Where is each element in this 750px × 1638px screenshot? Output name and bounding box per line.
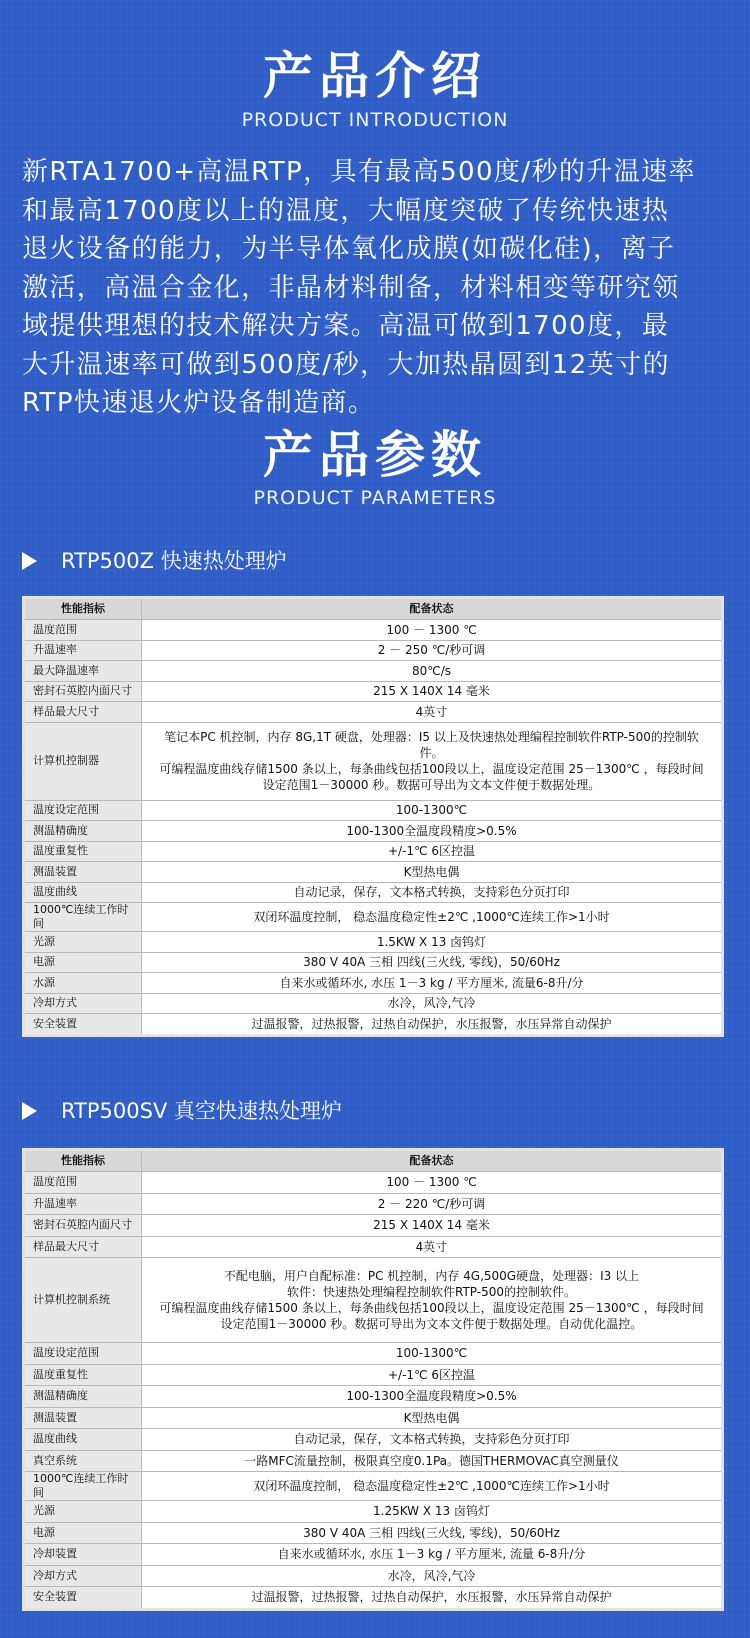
table-row — [24, 1014, 723, 1036]
spec-label: 真空系统 — [24, 1450, 142, 1472]
table-row — [24, 681, 723, 702]
intro-line: 和最高1700度以上的温度，大幅度突破了传统快速热 — [22, 195, 670, 226]
model-name: RTP500SV 真空快速热处理炉 — [61, 1099, 343, 1123]
table-row — [24, 821, 723, 842]
spec-label: 温度设定范围 — [24, 1343, 142, 1365]
spec-value: K型热电偶 — [142, 862, 723, 883]
intro-line: 新RTA1700+高温RTP，具有最高500度/秒的升温速率 — [22, 157, 696, 187]
spec-value: 2 － 220 ℃/秒可调 — [142, 1193, 723, 1215]
table-row — [24, 932, 723, 953]
table-row — [24, 1472, 723, 1501]
spec-value: +/-1℃ 6区控温 — [142, 841, 723, 862]
intro-line: RTP快速退火炉设备制造商。 — [22, 388, 376, 418]
spec-value: 100 － 1300 ℃ — [142, 620, 723, 641]
spec-label: 光源 — [24, 932, 142, 953]
spec-value: 水冷，风冷,气冷 — [142, 1565, 723, 1587]
spec-label: 温度范围 — [24, 620, 142, 641]
spec-label: 光源 — [24, 1501, 142, 1523]
spec-label: 水源 — [24, 973, 142, 994]
spec-label: 电源 — [24, 952, 142, 973]
spec-value: +/-1℃ 6区控温 — [142, 1364, 723, 1386]
table-row — [24, 1429, 723, 1451]
spec-label: 密封石英腔内面尺寸 — [24, 681, 142, 702]
spec-label: 冷却方式 — [24, 993, 142, 1014]
model-heading — [22, 546, 287, 576]
table-row — [24, 1565, 723, 1587]
spec-label: 计算机控制系统 — [24, 1258, 142, 1343]
spec-label: 温度重复性 — [24, 841, 142, 862]
spec-label: 安全装置 — [24, 1014, 142, 1036]
spec-label: 安全装置 — [24, 1587, 142, 1610]
table-row — [24, 952, 723, 973]
column-header: 性能指标 — [24, 1150, 142, 1172]
triangle-right-icon — [22, 552, 37, 570]
column-header: 配备状态 — [142, 598, 723, 620]
spec-value: 4英寸 — [142, 1236, 723, 1258]
spec-value: 双闭环温度控制， 稳态温度稳定性±2℃ ,1000℃连续工作>1小时 — [142, 1472, 723, 1501]
spec-label: 温度设定范围 — [24, 800, 142, 821]
spec-label: 冷却装置 — [24, 1544, 142, 1566]
spec-value: 100-1300全温度段精度>0.5% — [142, 821, 723, 842]
table-row — [24, 1364, 723, 1386]
table-row — [24, 1236, 723, 1258]
spec-value: 水冷，风冷,气冷 — [142, 993, 723, 1014]
table-row — [24, 1501, 723, 1523]
table-row — [24, 993, 723, 1014]
params-subtitle: PRODUCT PARAMETERS — [253, 487, 497, 509]
spec-value: 过温报警，过热报警，过热自动保护，水压报警，水压异常自动保护 — [142, 1587, 723, 1610]
spec-value: 2 － 250 ℃/秒可调 — [142, 640, 723, 661]
spec-table — [22, 1148, 724, 1611]
spec-value: 380 V 40A 三相 四线(三火线, 零线)，50/60Hz — [142, 952, 723, 973]
table-row — [24, 800, 723, 821]
table-row — [24, 1343, 723, 1365]
spec-label: 最大降温速率 — [24, 661, 142, 682]
spec-value: 自动记录，保存，文本格式转换，支持彩色分页打印 — [142, 1429, 723, 1451]
table-row — [24, 1544, 723, 1566]
table-row — [24, 702, 723, 723]
spec-label: 测温精确度 — [24, 821, 142, 842]
spec-value: 不配电脑，用户自配标准：PC 机控制，内存 4G,500G硬盘，处理器：I3 以上 软件：快速热处理编程控制软件RTP-500的控制软件。 可编程温度曲线存储1500 条以上，每条曲线包括100段以上，温度设定范围 25－1300℃ ，每段时间设定范围1－30000 秒。数据可导出为文本文件便于数据处理。自动优化温控。 — [142, 1258, 723, 1343]
spec-value: 笔记本PC 机控制，内存 8G,1T 硬盘，处理器：I5 以上及快速热处理编程控制软件RTP-500的控制软件。 可编程温度曲线存储1500 条以上，每条曲线包括100段以上，温度设定范围 25－1300℃ ，每段时间设定范围1－30000 秒。数据可导出为文本文件便于数据处理。 — [142, 722, 723, 800]
spec-label: 密封石英腔内面尺寸 — [24, 1215, 142, 1237]
spec-label: 测温装置 — [24, 1407, 142, 1429]
spec-label: 温度重复性 — [24, 1364, 142, 1386]
table-row — [24, 841, 723, 862]
spec-label: 测温精确度 — [24, 1386, 142, 1408]
intro-title: 产品介绍 — [263, 47, 487, 105]
spec-value: 215 X 140X 14 毫米 — [142, 681, 723, 702]
spec-label: 1000℃连续工作时间 — [24, 1472, 142, 1501]
table-row — [24, 1587, 723, 1610]
spec-value: 过温报警，过热报警，过热自动保护，水压报警，水压异常自动保护 — [142, 1014, 723, 1036]
model-name: RTP500Z 快速热处理炉 — [61, 549, 287, 573]
spec-value: 100-1300全温度段精度>0.5% — [142, 1386, 723, 1408]
table-row — [24, 1172, 723, 1194]
spec-value: 380 V 40A 三相 四线(三火线, 零线)，50/60Hz — [142, 1522, 723, 1544]
table-row — [24, 1450, 723, 1472]
spec-value: 4英寸 — [142, 702, 723, 723]
model-heading — [22, 1096, 342, 1126]
spec-label: 冷却方式 — [24, 1565, 142, 1587]
intro-line: 大升温速率可做到500度/秒，大加热晶圆到12英寸的 — [22, 349, 670, 380]
spec-label: 样品最大尺寸 — [24, 1236, 142, 1258]
intro-line: 退火设备的能力，为半导体氧化成膜(如碳化硅)，离子 — [22, 234, 676, 264]
intro-line: 域提供理想的技术解决方案。高温可做到1700度，最 — [22, 311, 670, 341]
table-row — [24, 903, 723, 932]
column-header: 配备状态 — [142, 1150, 723, 1172]
table-row — [24, 1215, 723, 1237]
triangle-right-icon — [22, 1102, 37, 1120]
table-row — [24, 1193, 723, 1215]
spec-value: 100 － 1300 ℃ — [142, 1172, 723, 1194]
table-row — [24, 973, 723, 994]
table-row — [24, 1258, 723, 1343]
spec-label: 温度曲线 — [24, 1429, 142, 1451]
intro-paragraph — [22, 153, 728, 423]
spec-label: 测温装置 — [24, 862, 142, 883]
spec-label: 升温速率 — [24, 1193, 142, 1215]
column-header: 性能指标 — [24, 598, 142, 620]
spec-value: 自动记录，保存，文本格式转换，支持彩色分页打印 — [142, 882, 723, 903]
table-row — [24, 1407, 723, 1429]
spec-label: 样品最大尺寸 — [24, 702, 142, 723]
spec-value: 100-1300℃ — [142, 1343, 723, 1365]
table-row — [24, 620, 723, 641]
table-row — [24, 862, 723, 883]
intro-line: 激活，高温合金化，非晶材料制备，材料相变等研究领 — [22, 272, 680, 303]
spec-label: 温度曲线 — [24, 882, 142, 903]
table-row — [24, 661, 723, 682]
table-row — [24, 722, 723, 800]
table-row — [24, 640, 723, 661]
spec-value: 1.5KW X 13 卤钨灯 — [142, 932, 723, 953]
spec-value: 一路MFC流量控制，极限真空度0.1Pa。德国THERMOVAC真空测量仪 — [142, 1450, 723, 1472]
table-row — [24, 1522, 723, 1544]
spec-label: 温度范围 — [24, 1172, 142, 1194]
spec-label: 电源 — [24, 1522, 142, 1544]
spec-value: K型热电偶 — [142, 1407, 723, 1429]
spec-label: 升温速率 — [24, 640, 142, 661]
params-title: 产品参数 — [263, 426, 487, 484]
spec-label: 计算机控制器 — [24, 722, 142, 800]
spec-table — [22, 596, 724, 1037]
spec-value: 双闭环温度控制， 稳态温度稳定性±2℃ ,1000℃连续工作>1小时 — [142, 903, 723, 932]
intro-subtitle: PRODUCT INTRODUCTION — [241, 109, 509, 131]
spec-value: 1.25KW X 13 卤钨灯 — [142, 1501, 723, 1523]
spec-value: 自来水或循环水, 水压 1－3 kg / 平方厘米, 流量 6-8升/分 — [142, 1544, 723, 1566]
spec-value: 215 X 140X 14 毫米 — [142, 1215, 723, 1237]
spec-value: 80℃/s — [142, 661, 723, 682]
table-row — [24, 1386, 723, 1408]
spec-value: 100-1300℃ — [142, 800, 723, 821]
spec-label: 1000℃连续工作时间 — [24, 903, 142, 932]
spec-value: 自来水或循环水, 水压 1－3 kg / 平方厘米, 流量6-8升/分 — [142, 973, 723, 994]
table-row — [24, 882, 723, 903]
